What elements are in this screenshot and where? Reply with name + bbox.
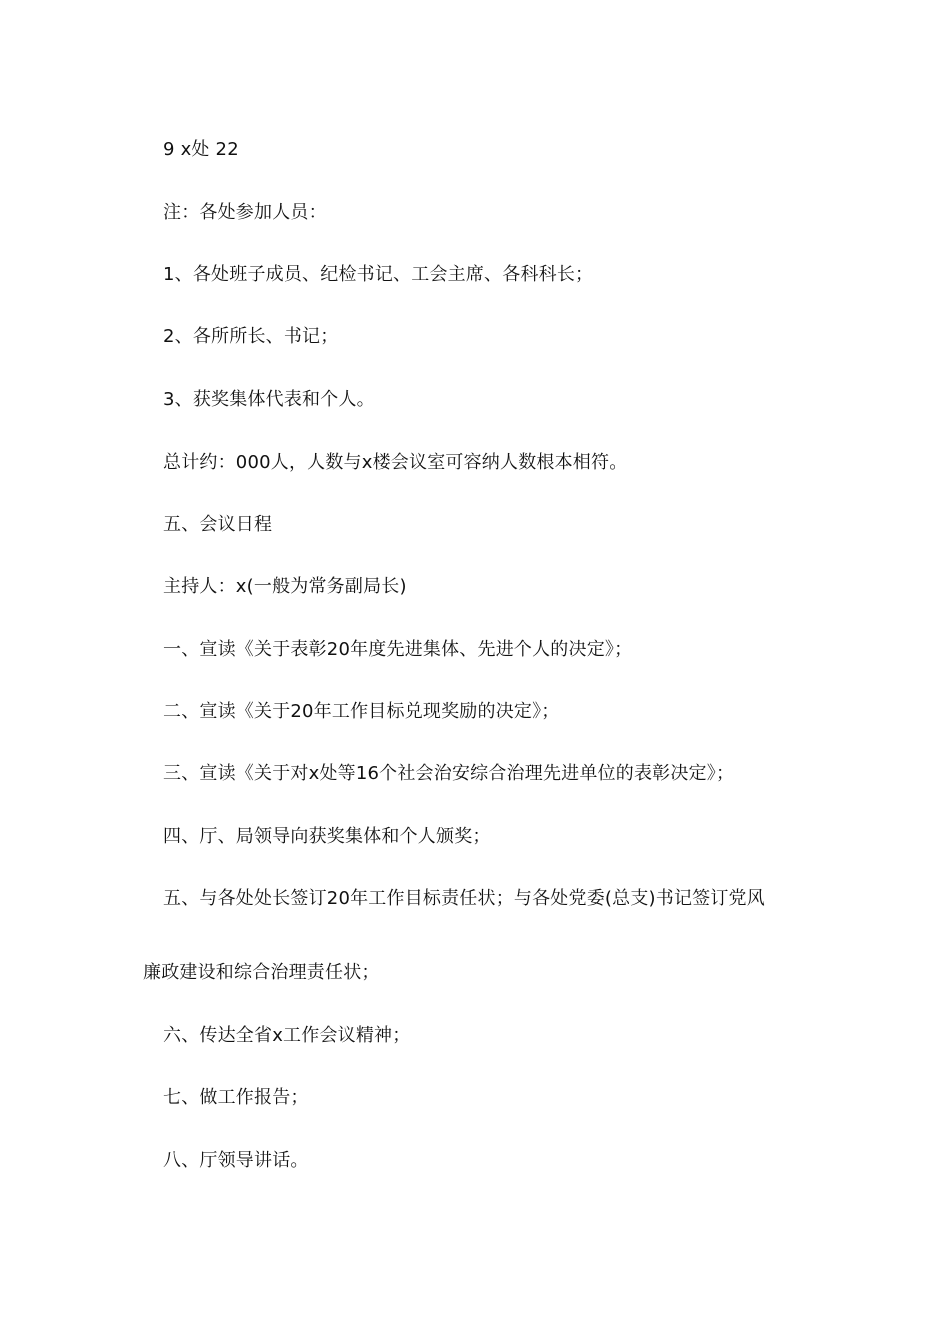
- agenda-item-8: 八、厅领导讲话。: [163, 1150, 309, 1171]
- section-heading-agenda: 五、会议日程: [163, 514, 273, 535]
- agenda-item-5-continued: 廉政建设和综合治理责任状；: [143, 962, 380, 983]
- text-line-attendee-3: 3、获奖集体代表和个人。: [163, 389, 375, 410]
- text-line-note-heading: 注：各处参加人员：: [163, 202, 327, 223]
- text-line-host: 主持人：x(一般为常务副局长): [163, 576, 407, 597]
- agenda-item-5: 五、与各处处长签订20年工作目标责任状；与各处党委(总支)书记签订党风: [163, 888, 765, 909]
- text-line-attendee-2: 2、各所所长、书记；: [163, 326, 339, 347]
- agenda-item-1: 一、宣读《关于表彰20年度先进集体、先进个人的决定》；: [163, 639, 633, 660]
- agenda-item-3: 三、宣读《关于对x处等16个社会治安综合治理先进单位的表彰决定》；: [163, 763, 735, 784]
- text-line-total: 总计约：000人，人数与x楼会议室可容纳人数根本相符。: [163, 452, 628, 473]
- agenda-item-7: 七、做工作报告；: [163, 1087, 309, 1108]
- text-line-table-row: 9 x处 22: [163, 139, 239, 160]
- text-line-attendee-1: 1、各处班子成员、纪检书记、工会主席、各科科长；: [163, 264, 594, 285]
- agenda-item-2: 二、宣读《关于20年工作目标兑现奖励的决定》；: [163, 701, 560, 722]
- agenda-item-6: 六、传达全省x工作会议精神；: [163, 1025, 411, 1046]
- agenda-item-4: 四、厅、局领导向获奖集体和个人颁奖；: [163, 826, 491, 847]
